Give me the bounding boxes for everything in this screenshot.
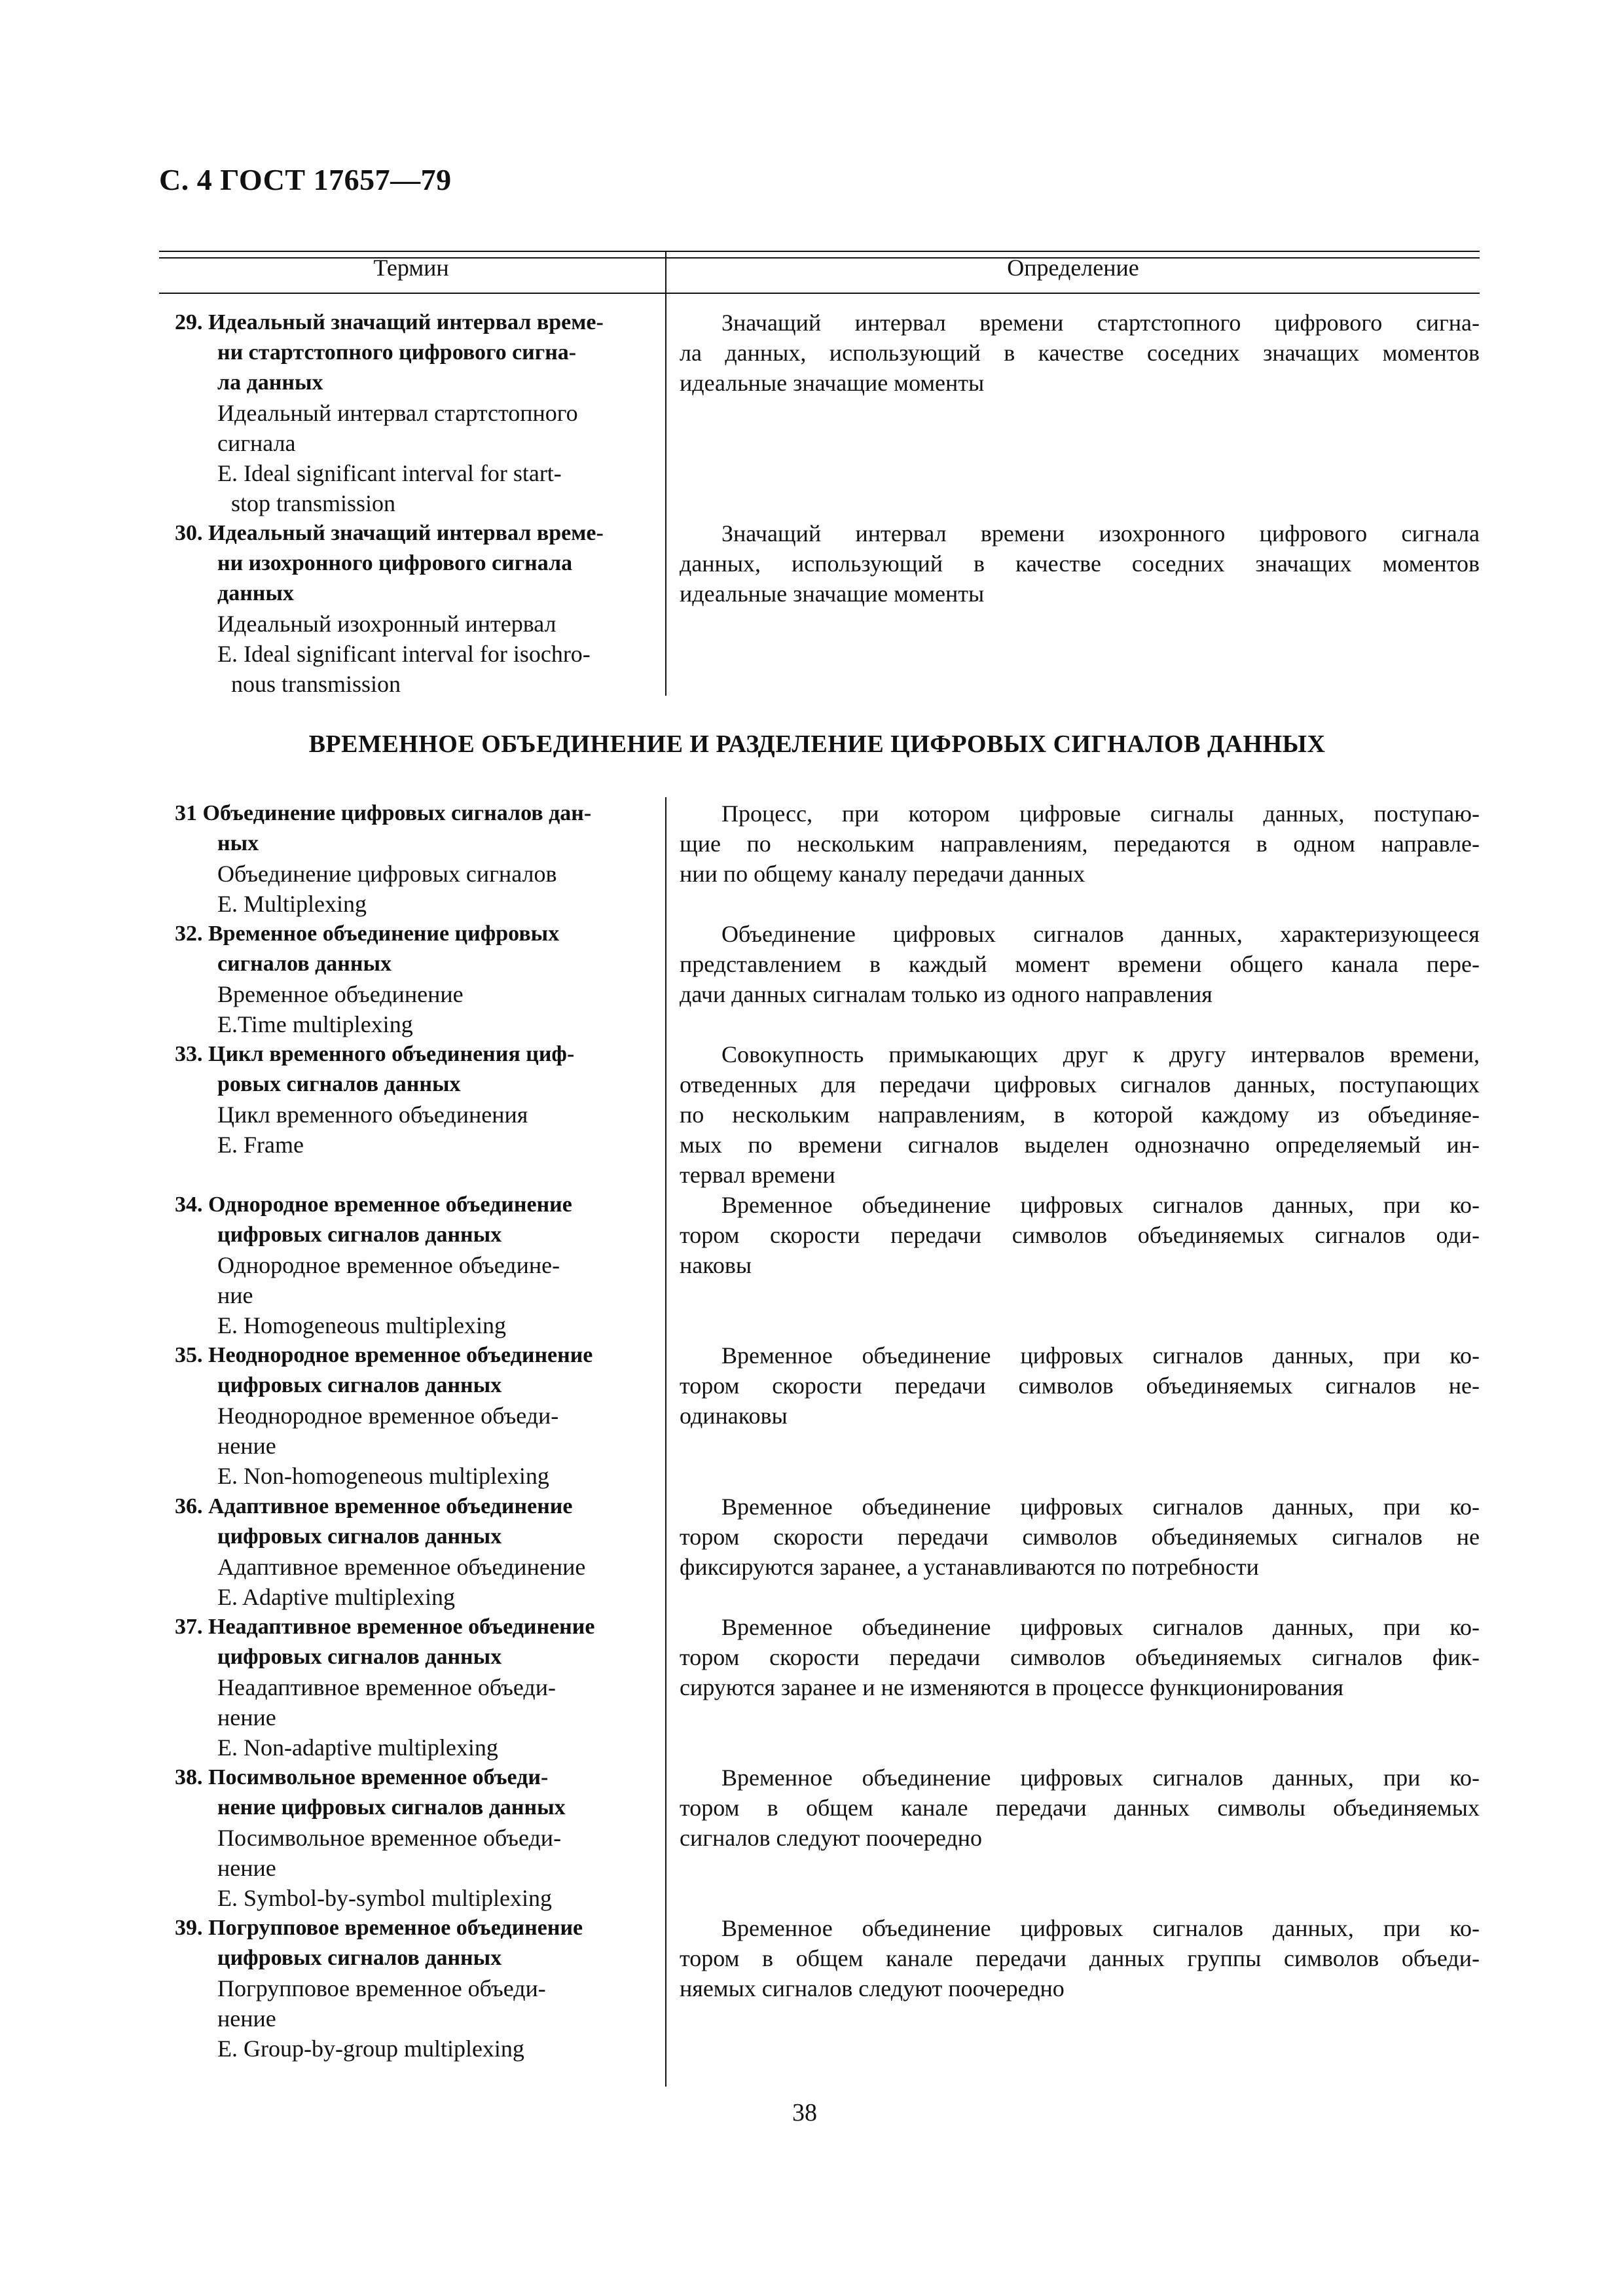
definition-line: сируются заранее и не изменяются в процессе функционирования bbox=[680, 1674, 1344, 1700]
definition-line: тором в общем канале передачи данных символы объединяемых bbox=[680, 1795, 1480, 1821]
term-31 bbox=[159, 798, 653, 919]
table-header-rule bbox=[159, 293, 1480, 294]
english-term-line: E. Group-by-group multiplexing bbox=[217, 2036, 524, 2062]
english-term-line: E. Frame bbox=[217, 1132, 304, 1158]
synonym-line: Неоднородное временное объеди- bbox=[217, 1403, 559, 1429]
definition-line: тором скорости передачи символов объединяемых сигналов оди- bbox=[680, 1222, 1480, 1248]
definition-line: идеальные значащие моменты bbox=[680, 370, 985, 396]
definition-line: Объединение цифровых сигналов данных, характеризующееся bbox=[721, 921, 1480, 947]
definition-line: Временное объединение цифровых сигналов данных, при ко- bbox=[721, 1192, 1480, 1218]
definition-30 bbox=[680, 518, 1480, 609]
term-line: нение цифровых сигналов данных bbox=[217, 1795, 566, 1820]
term-line: ни стартстопного цифрового сигна- bbox=[217, 340, 577, 365]
term-line: цифровых сигналов данных bbox=[217, 1524, 502, 1549]
definition-line: мых по времени сигналов выделен однозначно определяемый ин- bbox=[680, 1132, 1480, 1158]
term-line: ных bbox=[217, 831, 259, 855]
definition-line: Совокупность примыкающих друг к другу интервалов времени, bbox=[721, 1041, 1480, 1067]
synonym-line: сигнала bbox=[217, 430, 296, 456]
synonym-line: нение bbox=[217, 1855, 276, 1881]
term-line: цифровых сигналов данных bbox=[217, 1373, 502, 1397]
term-line: 37. Неадаптивное временное объединение bbox=[175, 1615, 595, 1639]
definition-line: по нескольким направлениям, в которой каждому из объединяе- bbox=[680, 1102, 1480, 1128]
term-line: данных bbox=[217, 581, 294, 605]
term-line: 39. Погрупповое временное объединение bbox=[175, 1916, 583, 1940]
english-term-line: E. Homogeneous multiplexing bbox=[217, 1312, 506, 1338]
term-33 bbox=[159, 1039, 653, 1160]
page-header: С. 4 ГОСТ 17657—79 bbox=[159, 163, 452, 196]
definition-32 bbox=[680, 919, 1480, 1009]
synonym-line: Неадаптивное временное объеди- bbox=[217, 1674, 556, 1700]
definition-36 bbox=[680, 1492, 1480, 1582]
synonym-line: Идеальный интервал стартстопного bbox=[217, 400, 578, 426]
definition-line: идеальные значащие моменты bbox=[680, 581, 985, 607]
synonym-line: Идеальный изохронный интервал bbox=[217, 611, 556, 637]
english-term-line: E.Time multiplexing bbox=[217, 1011, 413, 1037]
term-32 bbox=[159, 919, 653, 1039]
term-34 bbox=[159, 1190, 653, 1340]
definition-37 bbox=[680, 1612, 1480, 1702]
term-38 bbox=[159, 1763, 653, 1913]
term-line: 29. Идеальный значащий интервал време- bbox=[175, 310, 604, 334]
definition-line: тором в общем канале передачи данных группы символов объеди- bbox=[680, 1945, 1480, 1971]
definition-line: Временное объединение цифровых сигналов данных, при ко- bbox=[721, 1765, 1480, 1791]
english-term-line: nous transmission bbox=[231, 671, 401, 697]
english-term-line: E. Non-adaptive multiplexing bbox=[217, 1734, 498, 1761]
definition-33 bbox=[680, 1039, 1480, 1190]
english-term-line: E. Non-homogeneous multiplexing bbox=[217, 1463, 549, 1489]
page-number: 38 bbox=[792, 2099, 817, 2126]
term-30 bbox=[159, 518, 653, 699]
term-line: 33. Цикл временного объединения циф- bbox=[175, 1042, 575, 1066]
definition-line: отведенных для передачи цифровых сигналов данных, поступающих bbox=[680, 1071, 1480, 1098]
definition-line: няемых сигналов следуют поочередно bbox=[680, 1975, 1065, 2001]
english-term-line: E. Symbol-by-symbol multiplexing bbox=[217, 1885, 552, 1911]
definition-line: тором скорости передачи символов объединяемых сигналов не bbox=[680, 1524, 1480, 1550]
definition-35 bbox=[680, 1340, 1480, 1431]
definition-line: сигналов следуют поочередно bbox=[680, 1825, 982, 1851]
term-line: цифровых сигналов данных bbox=[217, 1946, 502, 1970]
term-line: 34. Однородное временное объединение bbox=[175, 1193, 572, 1217]
synonym-line: Посимвольное временное объеди- bbox=[217, 1825, 562, 1851]
column-header-definition: Определение bbox=[1007, 255, 1139, 281]
term-line: 36. Адаптивное временное объединение bbox=[175, 1494, 573, 1518]
definition-line: Процесс, при котором цифровые сигналы данных, поступаю- bbox=[721, 800, 1480, 827]
term-line: ла данных bbox=[217, 370, 323, 395]
term-29 bbox=[159, 308, 653, 518]
term-line: цифровых сигналов данных bbox=[217, 1645, 502, 1669]
definition-34 bbox=[680, 1190, 1480, 1280]
definition-line: дачи данных сигналам только из одного направления bbox=[680, 981, 1213, 1007]
english-term-line: E. Adaptive multiplexing bbox=[217, 1584, 455, 1610]
column-divider-top bbox=[665, 251, 666, 696]
definition-line: Значащий интервал времени стартстопного цифрового сигна- bbox=[721, 310, 1480, 336]
definition-line: тором скорости передачи символов объединяемых сигналов не- bbox=[680, 1372, 1480, 1399]
term-36 bbox=[159, 1492, 653, 1612]
definition-line: представлением в каждый момент времени общего канала пере- bbox=[680, 951, 1480, 977]
column-divider-bottom bbox=[665, 797, 666, 2087]
definition-line: Временное объединение цифровых сигналов данных, при ко- bbox=[721, 1342, 1480, 1369]
definition-line: нии по общему каналу передачи данных bbox=[680, 861, 1085, 887]
synonym-line: нение bbox=[217, 1704, 276, 1731]
definition-line: Значащий интервал времени изохронного цифрового сигнала bbox=[721, 520, 1480, 547]
synonym-line: нение bbox=[217, 2005, 276, 2032]
definition-line: щие по нескольким направлениям, передаются в одном направле- bbox=[680, 831, 1480, 857]
term-line: 38. Посимвольное временное объеди- bbox=[175, 1765, 549, 1789]
synonym-line: нение bbox=[217, 1433, 276, 1459]
term-line: 31 Объединение цифровых сигналов дан- bbox=[175, 801, 592, 825]
term-line: ни изохронного цифрового сигнала bbox=[217, 551, 573, 575]
synonym-line: ние bbox=[217, 1282, 253, 1308]
english-term-line: E. Ideal significant interval for start- bbox=[217, 460, 562, 486]
synonym-line: Объединение цифровых сигналов bbox=[217, 861, 557, 887]
definition-line: Временное объединение цифровых сигналов данных, при ко- bbox=[721, 1915, 1480, 1941]
synonym-line: Цикл временного объединения bbox=[217, 1102, 528, 1128]
term-35 bbox=[159, 1340, 653, 1491]
definition-line: тором скорости передачи символов объединяемых сигналов фик- bbox=[680, 1644, 1480, 1670]
section-title: ВРЕМЕННОЕ ОБЪЕДИНЕНИЕ И РАЗДЕЛЕНИЕ ЦИФРОВЫХ СИГНАЛОВ ДАННЫХ bbox=[308, 730, 1326, 758]
english-term-line: E. Ideal significant interval for isochro- bbox=[217, 641, 591, 667]
english-term-line: E. Multiplexing bbox=[217, 891, 367, 917]
term-37 bbox=[159, 1612, 653, 1763]
definition-line: данных, использующий в качестве соседних значащих моментов bbox=[680, 550, 1480, 577]
column-header-term: Термин bbox=[373, 255, 449, 281]
definition-line: наковы bbox=[680, 1252, 752, 1278]
term-line: цифровых сигналов данных bbox=[217, 1223, 502, 1247]
definition-line: Временное объединение цифровых сигналов данных, при ко- bbox=[721, 1494, 1480, 1520]
term-line: 32. Временное объединение цифровых bbox=[175, 922, 560, 946]
definition-line: одинаковы bbox=[680, 1403, 788, 1429]
synonym-line: Адаптивное временное объединение bbox=[217, 1554, 586, 1580]
definition-line: ла данных, использующий в качестве соседних значащих моментов bbox=[680, 340, 1480, 366]
synonym-line: Однородное временное объедине- bbox=[217, 1252, 560, 1278]
definition-line: фиксируются заранее, а устанавливаются по потребности bbox=[680, 1554, 1259, 1580]
synonym-line: Временное объединение bbox=[217, 981, 464, 1007]
definition-line: Временное объединение цифровых сигналов данных, при ко- bbox=[721, 1614, 1480, 1640]
synonym-line: Погрупповое временное объеди- bbox=[217, 1975, 546, 2001]
definition-31 bbox=[680, 798, 1480, 889]
term-line: 35. Неоднородное временное объединение bbox=[175, 1343, 593, 1367]
definition-38 bbox=[680, 1763, 1480, 1853]
definition-line: тервал времени bbox=[680, 1162, 835, 1188]
term-line: 30. Идеальный значащий интервал време- bbox=[175, 521, 604, 545]
table-top-rule bbox=[159, 251, 1480, 252]
english-term-line: stop transmission bbox=[231, 490, 396, 516]
term-line: сигналов данных bbox=[217, 952, 392, 976]
term-39 bbox=[159, 1913, 653, 2064]
term-line: ровых сигналов данных bbox=[217, 1072, 461, 1096]
definition-29 bbox=[680, 308, 1480, 398]
definition-39 bbox=[680, 1913, 1480, 2003]
